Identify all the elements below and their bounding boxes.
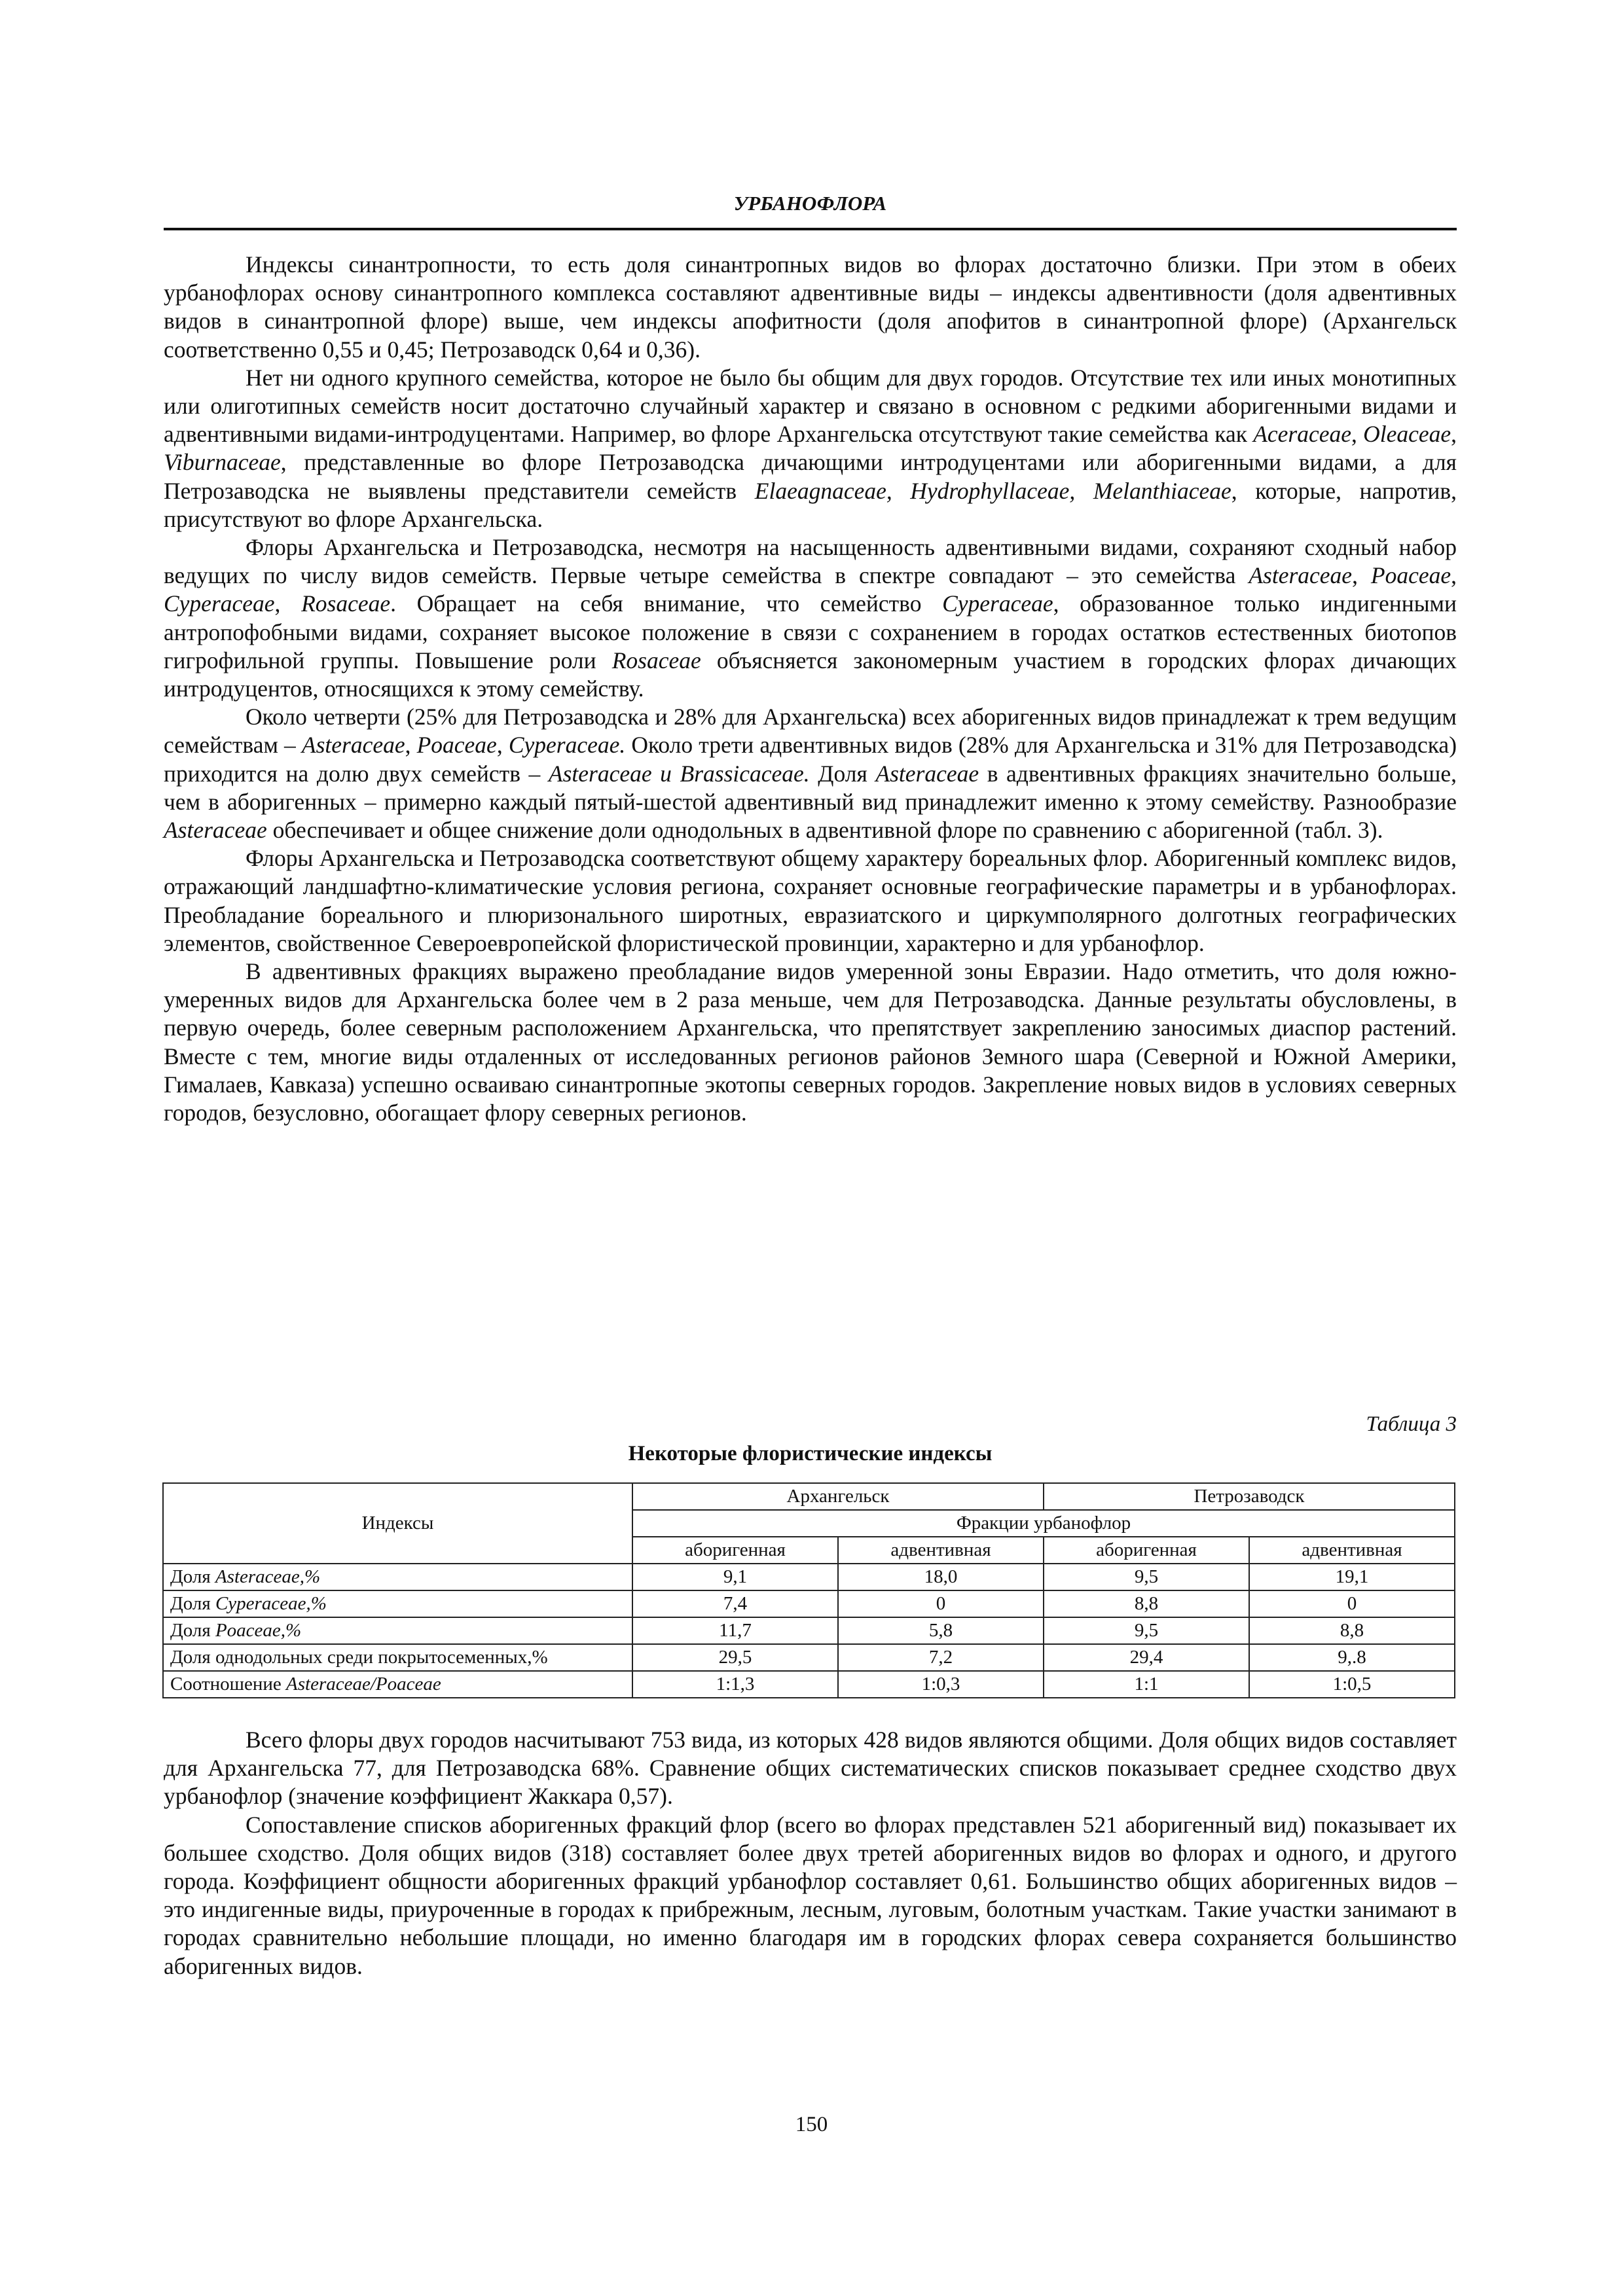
row-label [163,1590,632,1617]
paragraph [164,364,1457,533]
header-fraction: адвентивная [838,1537,1044,1564]
text-run: Индексы синантропности, то есть доля синантропных видов во флорах достаточно близки. При этом в обеих урбанофлорах основу синантропного комплекса составляют адвентивные виды – индексы адвентивности (доля адвентивных видов в синантропной флоре) выше, чем индексы апофитности (доля апофитов в синантропной флоре) (Архангельск соответственно 0,55 и 0,45; Петрозаводск 0,64 и 0,36). [164,251,1457,363]
table-cell: 29,4 [1044,1644,1249,1671]
row-label [163,1617,632,1644]
row-label [163,1671,632,1698]
paragraph [164,703,1457,844]
running-title: УРБАНОФЛОРА [733,192,887,215]
header-rule [164,228,1457,230]
table-cell: 9,1 [632,1564,838,1590]
text-run: Около четверти (25% для Петрозаводска и 28% для Архангельска) всех аборигенных видов принадлежат к трем ведущим семействам – [164,704,1457,759]
row-label-taxon: Asteraceae/Poaceae [286,1674,441,1695]
table-cell: 11,7 [632,1617,838,1644]
taxon-name: Aceraceae [1253,421,1352,448]
row-label-text: Соотношение [170,1674,287,1695]
text-run: Нет ни одного крупного семейства, которое не было бы общим для двух городов. Отсутствие тех или иных монотипных или олиготипных семейств носит достаточно случайный характер и связано в основном с редкими аборигенными видами и адвентивными видами-интродуцентами. Например, во флоре Архангельска отсутствуют такие семейства как [164,364,1457,448]
table-cell: 29,5 [632,1644,838,1671]
row-label-taxon: Asteraceae,% [215,1566,321,1588]
taxon-name: Cyperaceae [942,590,1053,617]
taxon-name: Poaceae [416,732,497,759]
row-label-taxon: Poaceae,% [215,1620,302,1641]
taxon-name: Oleaceae [1363,421,1451,448]
table-cell: 9,.8 [1249,1644,1455,1671]
taxon-name: Asteraceae [1249,562,1353,589]
table-cell: 5,8 [838,1617,1044,1644]
text-run: Всего флоры двух городов насчитывают 753 вида, из которых 428 видов являются общими. Доля общих видов составляет для Архангельска 77, для Петрозаводска 68%. Сравнение общих систематических списков показывает среднее сходство двух урбанофлор (значение коэффициент Жаккара 0,57). [164,1727,1457,1810]
text-run: , [496,732,509,759]
text-run: , образованное только индигенными антропофобными видами, сохраняет высокое положение в связи с сохранением в городах остатков естественных биотопов гигрофильной группы. Повышение роли [164,590,1457,673]
header-fractions: Фракции урбанофлор [632,1510,1455,1537]
table-cell: 1:1,3 [632,1671,838,1698]
text-run: Около трети адвентивных видов (28% для Архангельска и 31% для Петрозаводска) приходится на долю двух семейств – [164,732,1457,787]
page-number: 150 [795,2113,828,2136]
table-cell: 7,4 [632,1590,838,1617]
table-cell: 1:0,3 [838,1671,1044,1698]
table-cell: 7,2 [838,1644,1044,1671]
text-run: , представленные во флоре Петрозаводска дичающими интродуцентами или аборигенными видами, а для Петрозаводска не выявлены представители семейств [164,449,1457,504]
text-run: , [274,590,302,617]
header-indices: Индексы [163,1483,632,1564]
text-run: , [1351,421,1364,448]
row-label-text: Доля [170,1620,215,1641]
row-label-text: Доля однодольных среди покрытосеменных,% [170,1647,548,1668]
text-run: Сопоставление списков аборигенных фракций флор (всего во флорах представлен 521 аборигенный вид) показывает их большее сходство. Доля общих видов (318) составляет более двух третей аборигенных видов во флорах и одного, и другого города. Коэффициент общности аборигенных фракций урбанофлор составляет 0,61. Большинство общих аборигенных видов – это индигенные виды, приуроченные в городах к прибрежным, лесным, луговым, болотным участкам. Такие участки занимают в городах сравнительно небольшие площади, но именно благодаря им в городских флорах севера сохраняется большинство аборигенных видов. [164,1811,1457,1979]
table-cell: 8,8 [1249,1617,1455,1644]
text-run: Доля [809,760,876,787]
header-city-petrozavodsk: Петрозаводск [1044,1483,1455,1510]
row-label-text: Доля [170,1566,215,1588]
row-label-taxon: Cyperaceae,% [215,1593,327,1615]
table-cell: 9,5 [1044,1617,1249,1644]
header-fraction: адвентивная [1249,1537,1455,1564]
table-cell: 0 [1249,1590,1455,1617]
text-run: . Обращает на себя внимание, что семейство [390,590,943,617]
taxon-name: Cyperaceae [164,590,275,617]
text-run: Флоры Архангельска и Петрозаводска, несмотря на насыщенность адвентивными видами, сохраняют сходный набор ведущих по числу видов семейств. Первые четыре семейства в спектре совпадают – это семейства [164,534,1457,589]
text-run: объясняется закономерным участием в городских флорах дичающих интродуцентов, относящихся к этому семейству. [164,647,1457,702]
text-run: в адвентивных фракциях значительно больше, чем в аборигенных – примерно каждый пятый-шестой адвентивный вид принадлежит именно к этому семейству. Разнообразие [164,760,1457,815]
table-cell: 19,1 [1249,1564,1455,1590]
body-text-top [164,251,1457,1127]
taxon-name: Viburnaceae [164,449,281,476]
taxon-name: Elaeagnaceae, Hydrophyllaceae, Melanthiaceae [754,477,1231,504]
paragraph [164,1811,1457,1981]
table-cell: 9,5 [1044,1564,1249,1590]
header-fraction: аборигенная [1044,1537,1249,1564]
paragraph [164,844,1457,958]
text-run: В адвентивных фракциях выражено преобладание видов умеренной зоны Евразии. Надо отметить, что доля южно-умеренных видов для Архангельска более чем в 2 раза меньше, чем для Петрозаводска. Данные результаты обусловлены, в первую очередь, более северным расположением Архангельска, что препятствует закреплению заносимых диаспор растений. Вместе с тем, многие виды отдаленных от исследованных регионов районов Земного шара (Северной и Южной Америки, Гималаев, Кавказа) успешно осваиваю синантропные экотопы северных городов. Закрепление новых видов в условиях северных городов, безусловно, обогащает флору северных регионов. [164,958,1457,1126]
table-cell: 1:0,5 [1249,1671,1455,1698]
table-title: Некоторые флористические индексы [628,1442,993,1465]
table-row [163,1617,1455,1644]
taxon-name: Asteraceae [164,817,267,844]
text-run: , [1451,562,1457,589]
paragraph [164,251,1457,364]
header-fraction: аборигенная [632,1537,838,1564]
text-run: обеспечивает и общее снижение доли однодольных в адвентивной флоре по сравнению с аборигенной (табл. 3). [266,817,1383,844]
taxon-name: Rosaceae [611,647,701,673]
taxon-name: Asteraceae [301,732,405,759]
table-row [163,1644,1455,1671]
text-run: , [405,732,417,759]
table-cell: 8,8 [1044,1590,1249,1617]
taxon-name: Cyperaceae. [508,732,626,759]
floristic-indices-table [162,1482,1455,1698]
table-row [163,1671,1455,1698]
table-cell: 0 [838,1590,1044,1617]
table-label: Таблица 3 [1366,1412,1457,1436]
paragraph [164,533,1457,703]
table-cell: 18,0 [838,1564,1044,1590]
paragraph [164,958,1457,1127]
row-label-text: Доля [170,1593,215,1615]
taxon-name: Poaceae [1370,562,1451,589]
table-cell: 1:1 [1044,1671,1249,1698]
taxon-name: Asteraceae и Brassicaceae. [548,760,810,787]
row-label [163,1644,632,1671]
text-run: Флоры Архангельска и Петрозаводска соответствуют общему характеру бореальных флор. Аборигенный комплекс видов, отражающий ландшафтно-климатические условия региона, сохраняет основные географические параметры и в урбанофлорах. Преобладание бореального и плюризонального широтных, евразиатского и циркумполярного долготных географических элементов, свойственное Североевропейской флористической провинции, характерно и для урбанофлор. [164,845,1457,956]
row-label [163,1564,632,1590]
text-run: , которые, напротив, присутствуют во флоре Архангельска. [164,477,1457,532]
header-city-arkhangelsk: Архангельск [632,1483,1044,1510]
paragraph [164,1726,1457,1811]
text-run: , [1352,562,1371,589]
table-row [163,1564,1455,1590]
body-text-bottom [164,1726,1457,1981]
text-run: , [1451,421,1457,448]
table-row [163,1590,1455,1617]
taxon-name: Rosaceae [301,590,391,617]
taxon-name: Asteraceae [875,760,979,787]
